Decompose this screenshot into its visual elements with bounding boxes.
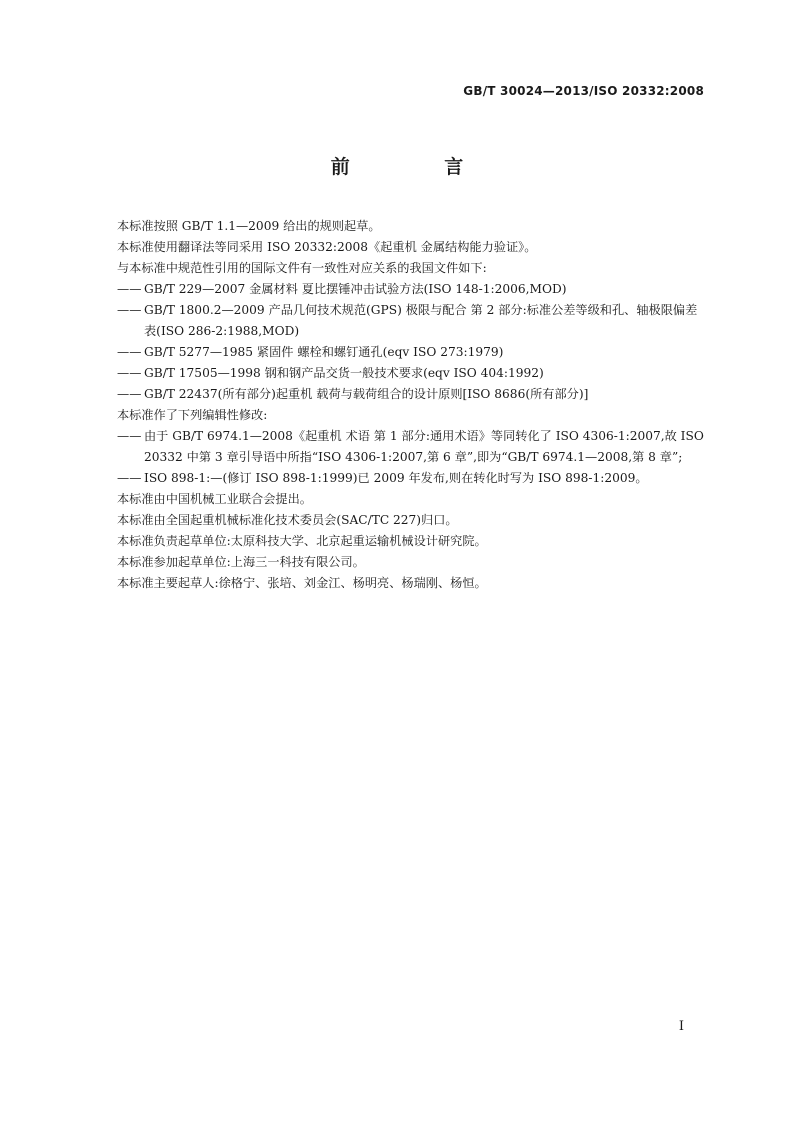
main-drafters: 本标准主要起草人:徐格宁、张培、刘金江、杨明亮、杨瑞刚、杨恒。: [117, 576, 487, 590]
intro-references-lead: 与本标准中规范性引用的国际文件有一致性对应关系的我国文件如下:: [117, 261, 487, 275]
foreword-body: [117, 216, 705, 594]
lead-drafting-units: 本标准负责起草单位:太原科技大学、北京起重运输机械设计研究院。: [117, 534, 487, 548]
list-dash: ——: [117, 366, 142, 380]
reference-item: [117, 384, 705, 405]
intro-adoption: 本标准使用翻译法等同采用 ISO 20332:2008《起重机 金属结构能力验证》。: [117, 240, 537, 254]
list-dash: ——: [117, 429, 142, 443]
technical-committee: 本标准由全国起重机械标准化技术委员会(SAC/TC 227)归口。: [117, 513, 458, 527]
intro-drafting-rules: 本标准按照 GB/T 1.1—2009 给出的规则起草。: [117, 219, 381, 233]
list-dash: ——: [117, 282, 142, 296]
reference-text: GB/T 229—2007 金属材料 夏比摆锤冲击试验方法(ISO 148-1:2006,MOD): [144, 282, 567, 296]
edit-text: 由于 GB/T 6974.1—2008《起重机 术语 第 1 部分:通用术语》等同转化了 ISO 4306-1:2007,故 ISO 20332 中第 3 章引导语中所指“ISO 4306-1:2007,第 6 章”,即为“GB/T 6974.1—2008,第 8 章”;: [144, 429, 704, 464]
participating-drafting-units: 本标准参加起草单位:上海三一科技有限公司。: [117, 555, 365, 569]
reference-item: [117, 363, 705, 384]
list-dash: ——: [117, 387, 142, 401]
reference-item: [117, 342, 705, 363]
reference-item: [117, 300, 705, 342]
standard-code-header: GB/T 30024—2013/ISO 20332:2008: [463, 84, 704, 98]
page-number: I: [678, 1019, 684, 1034]
edit-item: [117, 426, 705, 468]
reference-text: GB/T 22437(所有部分)起重机 载荷与载荷组合的设计原则[ISO 8686(所有部分)]: [144, 387, 589, 401]
proposed-by: 本标准由中国机械工业联合会提出。: [117, 492, 312, 506]
reference-text: GB/T 5277—1985 紧固件 螺栓和螺钉通孔(eqv ISO 273:1979): [144, 345, 504, 359]
list-dash: ——: [117, 303, 142, 317]
list-dash: ——: [117, 345, 142, 359]
reference-item: [117, 279, 705, 300]
edit-text: ISO 898-1:—(修订 ISO 898-1:1999)已 2009 年发布,则在转化时写为 ISO 898-1:2009。: [144, 471, 648, 485]
page-title: 前 言: [330, 156, 508, 178]
reference-text: GB/T 1800.2—2009 产品几何技术规范(GPS) 极限与配合 第 2 部分:标准公差等级和孔、轴极限偏差表(ISO 286-2:1988,MOD): [144, 303, 698, 338]
edits-lead: 本标准作了下列编辑性修改:: [117, 408, 268, 422]
reference-text: GB/T 17505—1998 钢和钢产品交货一般技术要求(eqv ISO 404:1992): [144, 366, 544, 380]
list-dash: ——: [117, 471, 142, 485]
edit-item: [117, 468, 705, 489]
